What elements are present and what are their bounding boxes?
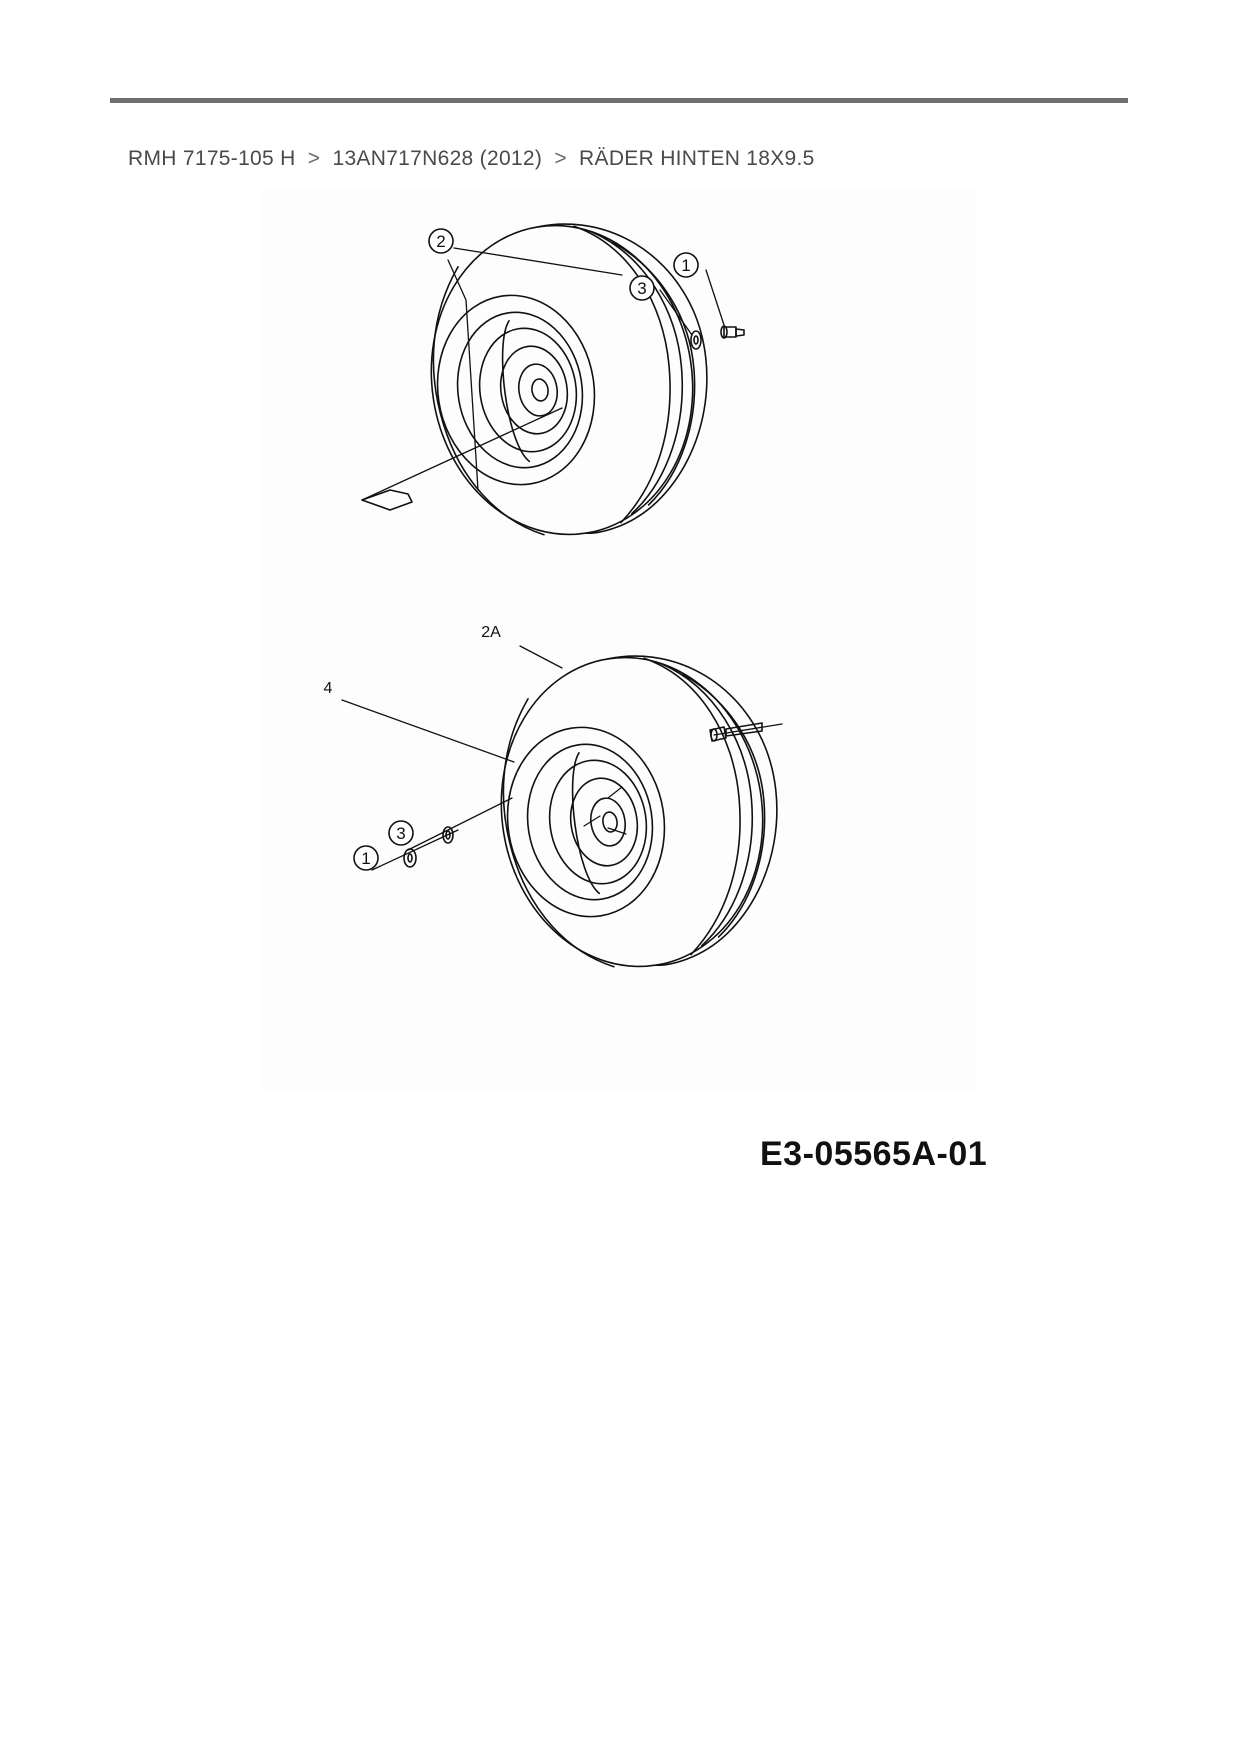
upper-hardware [362,326,744,510]
breadcrumb-item-section: RÄDER HINTEN 18X9.5 [579,147,815,170]
lower-callouts [324,624,502,870]
svg-text:1: 1 [361,849,371,868]
figure-code: E3-05565A-01 [760,1135,988,1173]
breadcrumb-item-model[interactable]: RMH 7175-105 H [128,147,296,170]
breadcrumb-separator-2: > [554,147,567,170]
breadcrumb [128,147,815,171]
breadcrumb-item-serial[interactable]: 13AN717N628 (2012) [332,147,543,170]
header-divider [110,98,1128,103]
svg-text:1: 1 [681,256,691,275]
svg-text:3: 3 [396,824,406,843]
lower-tire [479,636,800,985]
svg-text:2A: 2A [481,624,501,641]
svg-text:2: 2 [436,232,446,251]
svg-text:3: 3 [637,279,647,298]
breadcrumb-separator: > [307,147,321,170]
svg-text:4: 4 [323,680,333,697]
parts-diagram [262,190,977,1090]
